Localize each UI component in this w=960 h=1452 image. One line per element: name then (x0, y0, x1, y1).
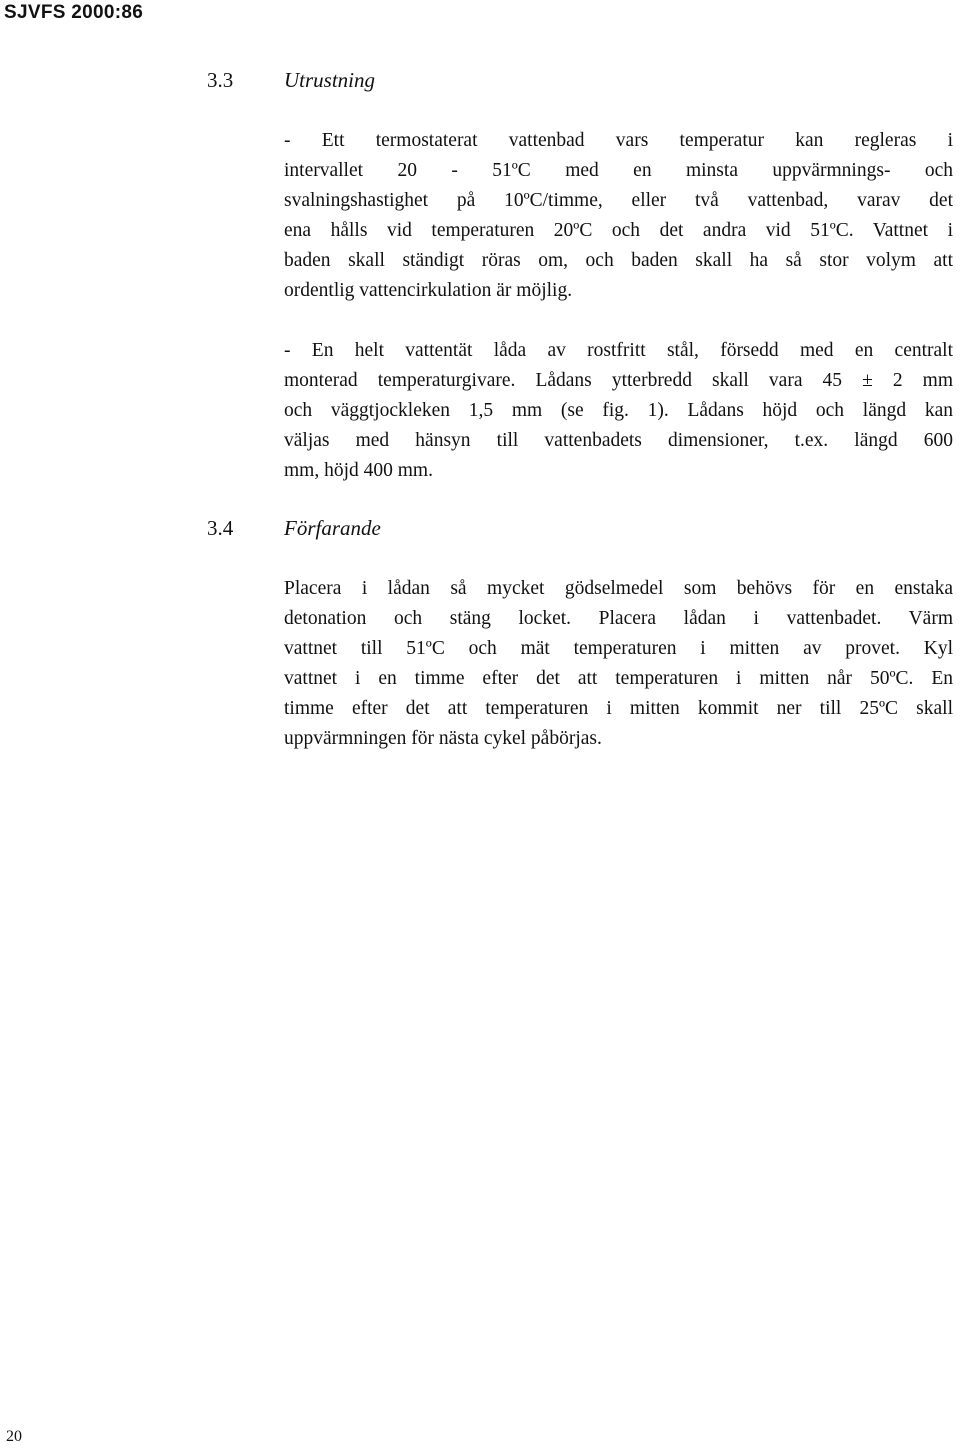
text-line: vattnet i en timme efter det att temperaturen i mitten når 50ºC. En (284, 668, 953, 689)
text-line: väljas med hänsyn till vattenbadets dimensioner, t.ex. längd 600 (284, 430, 953, 451)
running-header: SJVFS 2000:86 (4, 2, 144, 23)
text-line: intervallet 20 - 51ºC med en minsta uppvärmnings- och (284, 160, 953, 181)
text-line: - En helt vattentät låda av rostfritt stål, försedd med en centralt (284, 340, 953, 361)
paragraph-procedure (284, 574, 953, 754)
text-line: svalningshastighet på 10ºC/timme, eller två vattenbad, varav det (284, 190, 953, 211)
section-number-3-3: 3.3 (207, 68, 234, 92)
text-line: och väggtjockleken 1,5 mm (se fig. 1). Lådans höjd och längd kan (284, 400, 953, 421)
paragraph-water-bath (284, 126, 953, 306)
text-line: detonation och stäng locket. Placera lådan i vattenbadet. Värm (284, 608, 953, 629)
paragraph-steel-box (284, 336, 953, 486)
section-title-forfarande: Förfarande (284, 516, 381, 540)
section-title-utrustning: Utrustning (284, 68, 376, 92)
text-line: timme efter det att temperaturen i mitten kommit ner till 25ºC skall (284, 698, 953, 719)
text-line: ena hålls vid temperaturen 20ºC och det andra vid 51ºC. Vattnet i (284, 220, 953, 241)
text-line: mm, höjd 400 mm. (284, 460, 433, 481)
text-line: baden skall ständigt röras om, och baden skall ha så stor volym att (284, 250, 953, 271)
text-line: monterad temperaturgivare. Lådans ytterbredd skall vara 45 ± 2 mm (284, 370, 953, 391)
section-number-3-4: 3.4 (207, 516, 234, 540)
page-number: 20 (6, 1428, 22, 1445)
text-line: - Ett termostaterat vattenbad vars temperatur kan regleras i (284, 130, 953, 151)
text-line: vattnet till 51ºC och mät temperaturen i mitten av provet. Kyl (284, 638, 953, 659)
text-line: uppvärmningen för nästa cykel påbörjas. (284, 728, 602, 749)
text-line: Placera i lådan så mycket gödselmedel som behövs för en enstaka (284, 578, 953, 599)
text-line: ordentlig vattencirkulation är möjlig. (284, 280, 573, 301)
